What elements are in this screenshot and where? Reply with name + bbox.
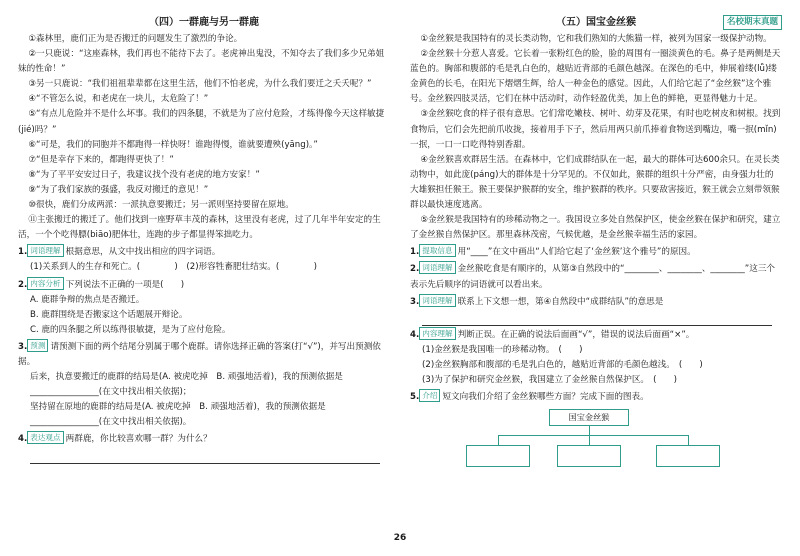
answer-line[interactable] — [422, 310, 772, 326]
question-tag: 词语理解 — [419, 261, 455, 274]
tf-item — [410, 373, 782, 388]
left-paragraph: ⑩很快，鹿们分成两派：一派执意要搬迁；另一派则坚持要留在原地。 — [28, 200, 294, 211]
question-tag: 预测 — [27, 339, 48, 352]
question-text: 用“____”在文中画出“人们给它起了‘金丝猴’这个雅号”的原因。 — [457, 247, 696, 258]
exam-badge: 名校期末真题 — [723, 15, 782, 30]
diagram-answer-box[interactable] — [557, 445, 621, 467]
question-tag: 内容理解 — [419, 327, 455, 340]
question-text: 请预测下面的两个结尾分别属于哪个鹿群。请你选择正确的答案(打“√”)，并写出预测依据。 — [18, 341, 381, 367]
question-tag: 提取信息 — [419, 244, 455, 257]
right-column — [410, 14, 782, 471]
question-text: 两群鹿，你比较喜欢哪一群？为什么？ — [65, 434, 212, 445]
left-questions — [18, 244, 390, 463]
question-1-blanks[interactable]: (1)关系到人的生存和死亡。( ) (2)形容牲畜肥壮结实。( ) — [30, 262, 317, 273]
question-4 — [410, 327, 782, 343]
left-title-row — [18, 14, 390, 32]
diagram-connector — [498, 435, 688, 436]
answer-line[interactable] — [30, 448, 380, 464]
question-text: 根据意思，从文中找出相应的四字词语。 — [65, 247, 221, 258]
left-paragraph: ⑦“但是幸存下来的，都跑得更快了！” — [28, 154, 174, 165]
tf-answer-box[interactable]: ( ) — [678, 359, 703, 370]
question-number: 3. — [18, 341, 28, 352]
question-number: 2. — [410, 264, 420, 275]
question-2[interactable] — [410, 261, 782, 292]
question-number: 1. — [18, 247, 28, 258]
question-text: 下列说法不正确的一项是( ) — [65, 279, 185, 290]
question-tag: 介绍 — [419, 389, 440, 402]
right-paragraph: ④金丝猴喜欢群居生活。在森林中，它们成群结队在一起，最大的群体可达600余只。在灵长类动物中，如此庞(páng)大的群体是十分罕见的。不仅如此，猴群的组织十分严密，由身强力壮的大雄猴担任猴王。猴王要保护猴群的安全，维护猴群的秩序。只要敌害接近，猴王就会立刻带领猴群以最快速度逃离。 — [410, 154, 780, 211]
left-paragraph: ②一只鹿说：“这座森林，我们再也不能待下去了。老虎神出鬼没，不知夺去了我们多少兄弟姐妹的性命！” — [18, 49, 385, 75]
question-text: 金丝猴吃食是有顺序的，从第③自然段中的“________、________、________”这三个表示先后顺序的词语就可以看出来。 — [410, 264, 776, 290]
left-paragraph: ③另一只鹿说：“我们祖祖辈辈都在这里生活，他们不怕老虎，为什么我们要迁之夭夭呢？” — [28, 79, 372, 90]
left-paragraph: ①森林里，鹿们正为是否搬迁的问题发生了激烈的争论。 — [28, 34, 243, 44]
right-title-row — [410, 14, 782, 32]
diagram-answer-box[interactable] — [466, 445, 530, 467]
question-2 — [18, 277, 390, 293]
tf-item — [410, 358, 782, 373]
left-passage — [18, 32, 390, 243]
left-paragraph: ⑪主张搬迁的搬迁了。他们找到一座野草丰茂的森林，这里没有老虎，过了几年半年安定的生活，一个个吃得膘(biāo)肥体壮，连跑的步子都显得笨拙吃力。 — [18, 215, 381, 241]
left-column — [18, 14, 390, 464]
right-title: （五）国宝金丝猴 — [556, 17, 636, 28]
question-number: 3. — [410, 296, 420, 307]
tf-statement: (2)金丝猴胸部和腹部的毛是乳白色的，越贴近背部的毛颜色越浅。 — [422, 359, 675, 370]
tf-answer-box[interactable]: ( ) — [558, 344, 583, 355]
diagram-root-box: 国宝金丝猴 — [549, 409, 629, 426]
left-title: （四）一群鹿与另一群鹿 — [149, 17, 259, 28]
right-paragraph: ②金丝猴十分惹人喜爱。它长着一张粉红色的脸，脸的周围有一圈淡黄色的毛。鼻子是两侧是天蓝色的。胸部和腹部的毛是乳白色的，越贴近背部的毛颜色越深。在深色的毛中，伸展着缕(lǚ)缕金黄色的长毛，在阳光下熠熠生辉，给人一种金色的感觉。因此，人们给它起了“金丝猴”这个雅号。金丝猴四肢灵活，它们在林中活动时，动作轻盈优美，加上色的鲜艳，更显得魅力十足。 — [410, 49, 781, 105]
option-b: B. 鹿群围绕是否搬家这个话题展开辩论。 — [30, 309, 188, 320]
question-text: 联系上下文想一想，第④自然段中“成群结队”的意思是 — [457, 296, 664, 307]
right-paragraph: ③金丝猴吃食的样子很有意思。它们常吃嫩枝、树叶、幼芽及花果，有时也吃树皮和树根。找到食物后，它们会先把前爪收拢，接着用手下子，然后用两只前爪捧着食物送到嘴边，嘴一抿(mǐn)一抿，一口一口吃得特别香甜。 — [410, 109, 781, 150]
question-number: 4. — [18, 434, 28, 445]
question-text: 判断正误。在正确的说法后面画“√”，错误的说法后面画“×”。 — [457, 329, 695, 340]
question-1 — [18, 244, 390, 260]
left-paragraph: ⑤“有点儿危险并不是什么坏事。我们的四条腿，不就是为了应付危险，才练得像今天这样敏捷(jié)吗？” — [18, 109, 385, 135]
page-number: 26 — [393, 533, 407, 543]
right-questions — [410, 244, 782, 471]
right-paragraph: ①金丝猴是我国特有的灵长类动物，它和我们熟知的大熊猫一样，被列为国家一级保护动物。 — [420, 34, 772, 44]
tf-item — [410, 343, 782, 358]
question-number: 2. — [18, 279, 28, 290]
left-paragraph: ④“不管怎么说，和老虎在一块儿，太危险了！” — [28, 94, 209, 105]
left-paragraph: ⑨“为了我们家族的强盛，我反对搬迁的意见！” — [28, 184, 209, 195]
question-5 — [410, 389, 782, 405]
tf-statement: (3)为了保护和研究金丝猴，我国建立了金丝猴自然保护区。 — [422, 374, 650, 385]
question-4 — [18, 431, 390, 447]
diagram-connector — [589, 435, 590, 445]
tf-statement: (1)金丝猴是我国唯一的珍稀动物。 — [422, 344, 555, 355]
question-tag: 表达观点 — [27, 431, 63, 444]
left-paragraph: ⑥“可是，我们的同胞并不都跑得一样快呀！谁跑得慢，谁就要遭殃(yāng)。” — [28, 139, 318, 150]
diagram-connector — [589, 426, 590, 435]
question-tag: 内容分析 — [27, 277, 63, 290]
question-3 — [18, 339, 390, 370]
question-tag: 词语理解 — [419, 294, 455, 307]
tree-diagram — [410, 409, 782, 471]
left-paragraph: ⑧“为了平平安安过日子，我建议找个没有老虎的地方安家！” — [28, 169, 260, 180]
tf-answer-box[interactable]: ( ) — [653, 374, 677, 385]
question-3 — [410, 294, 782, 310]
diagram-answer-box[interactable] — [656, 445, 720, 467]
option-c: C. 鹿的四条腿之所以练得很敏捷，是为了应付危险。 — [30, 324, 231, 335]
question-tag: 词语理解 — [27, 244, 63, 257]
question-text: 短文向我们介绍了金丝猴哪些方面？完成下面的图表。 — [442, 392, 649, 403]
prediction-1[interactable]: 后来，执意要搬迁的鹿群的结局是(A. 被虎吃掉 B. 顽强地活着)，我的预测依据是________________(在文中找出相关依据)； — [30, 372, 343, 398]
diagram-connector — [498, 435, 499, 445]
question-number: 5. — [410, 392, 420, 403]
prediction-2[interactable]: 坚持留在原地的鹿群的结局是(A. 被虎吃掉 B. 顽强地活着)，我的预测依据是________________(在文中找出相关依据)。 — [30, 402, 326, 428]
diagram-connector — [688, 435, 689, 445]
right-paragraph: ⑤金丝猴是我国特有的珍稀动物之一。我国设立多处自然保护区，使金丝猴在保护和研究，建立了金丝猴自然保护区。那里森林茂密，气候优越，是金丝猴幸福生活的家园。 — [410, 215, 781, 241]
option-a: A. 鹿群争辩的焦点是否搬迁。 — [30, 294, 145, 305]
question-1 — [410, 244, 782, 260]
question-number: 1. — [410, 247, 420, 258]
question-number: 4. — [410, 329, 420, 340]
right-passage — [410, 32, 782, 243]
